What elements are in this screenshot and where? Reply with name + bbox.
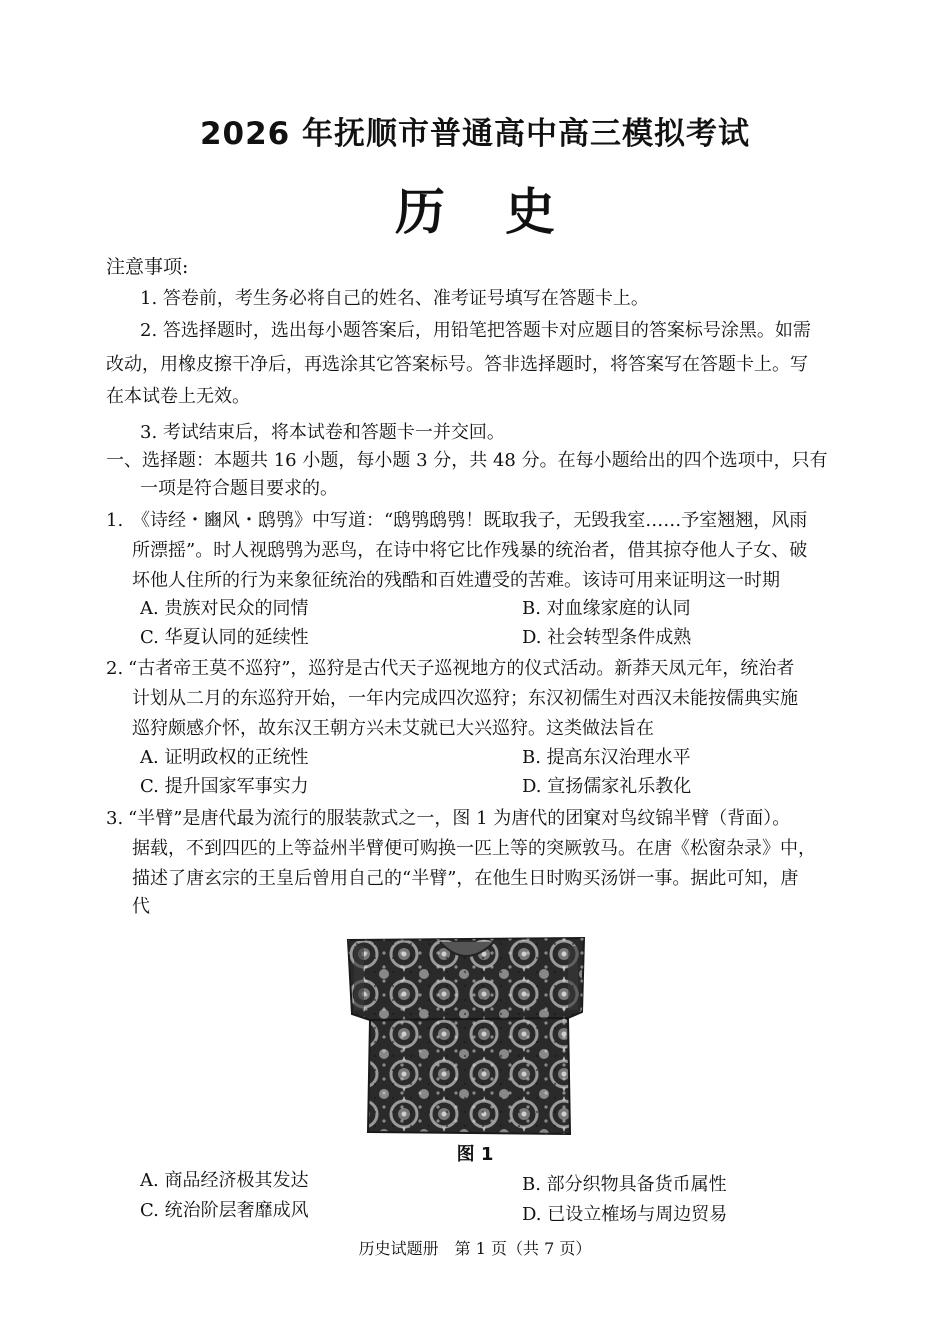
question-3-line-4: 代	[132, 896, 150, 917]
question-2-option-d[interactable]: D. 宣扬儒家礼乐教化	[522, 776, 692, 797]
question-2-option-c[interactable]: C. 提升国家军事实力	[140, 776, 309, 797]
question-1-option-c[interactable]: C. 华夏认同的延续性	[140, 627, 309, 648]
question-1-option-d[interactable]: D. 社会转型条件成熟	[522, 627, 692, 648]
question-2-option-a[interactable]: A. 证明政权的正统性	[140, 747, 309, 768]
question-1-line-3: 坏他人住所的行为来象征统治的残酷和百姓遭受的苦难。该诗可用来证明这一时期	[132, 570, 780, 591]
question-3-line-3: 描述了唐玄宗的王皇后曾用自己的“半臂”，在他生日时购买汤饼一事。据此可知，唐	[132, 868, 799, 889]
note-item-1: 1. 答卷前，考生务必将自己的姓名、准考证号填写在答题卡上。	[140, 288, 649, 309]
subject-title: 历史	[395, 183, 615, 241]
question-2-number: 2.	[106, 658, 124, 679]
notes-heading: 注意事项:	[106, 256, 189, 278]
question-3-line-2: 据载，不到四匹的上等益州半臂便可购换一匹上等的突厥敦马。在唐《松窗杂录》中，	[132, 838, 816, 859]
note-item-2-line1: 2. 答选择题时，选出每小题答案后，用铅笔把答题卡对应题目的答案标号涂黑。如需	[140, 320, 811, 341]
question-3-option-a[interactable]: A. 商品经济极其发达	[140, 1170, 309, 1191]
exam-title: 2026 年抚顺市普通高中高三模拟考试	[199, 116, 751, 152]
question-1-option-a[interactable]: A. 贵族对民众的同情	[140, 598, 309, 619]
figure-1-caption: 图 1	[456, 1144, 494, 1165]
question-2-line-2: 计划从二月的东巡狩开始，一年内完成四次巡狩；东汉初儒生对西汉未能按儒典实施	[132, 688, 798, 709]
question-3-option-d[interactable]: D. 已设立榷场与周边贸易	[522, 1204, 728, 1225]
note-item-3: 3. 考试结束后，将本试卷和答题卡一并交回。	[140, 422, 505, 443]
section-instruction-line1: 一、选择题：本题共 16 小题，每小题 3 分，共 48 分。在每小题给出的四个选项中，只有	[106, 450, 828, 471]
question-2-line-3: 巡狩颇感介怀，故东汉王朝方兴未艾就已大兴巡狩。这类做法旨在	[132, 718, 654, 739]
question-3-number: 3.	[106, 808, 124, 829]
question-1-number: 1.	[106, 510, 124, 531]
question-1-option-b[interactable]: B. 对血缘家庭的认同	[522, 598, 691, 619]
section-instruction-line2: 一项是符合题目要求的。	[140, 478, 338, 499]
question-1-line-1: 《诗经・豳风・鸱鸮》中写道：“鸱鸮鸱鸮！既取我子，无毁我室……予室翘翘，风雨	[132, 510, 808, 531]
note-item-2-line2: 改动，用橡皮擦干净后，再选涂其它答案标号。答非选择题时，将答案写在答题卡上。写	[106, 354, 808, 375]
page-footer: 历史试题册 第 1 页（共 7 页）	[358, 1239, 592, 1258]
question-3-option-c[interactable]: C. 统治阶层奢靡成风	[140, 1200, 309, 1221]
question-3-option-b[interactable]: B. 部分织物具备货币属性	[522, 1174, 727, 1195]
question-3-line-1: “半臂”是唐代最为流行的服装款式之一，图 1 为唐代的团窠对鸟纹锦半臂（背面）。	[128, 808, 791, 829]
question-1-line-2: 所漂摇”。时人视鸱鸮为恶鸟，在诗中将它比作残暴的统治者，借其掠夺他人子女、破	[132, 540, 808, 561]
question-2-option-b[interactable]: B. 提高东汉治理水平	[522, 747, 691, 768]
note-item-2-line3: 在本试卷上无效。	[106, 386, 250, 407]
brocade-half-sleeve-figure	[344, 934, 588, 1136]
question-2-line-1: “古者帝王莫不巡狩”，巡狩是古代天子巡视地方的仪式活动。新莽天凤元年，统治者	[128, 658, 795, 679]
